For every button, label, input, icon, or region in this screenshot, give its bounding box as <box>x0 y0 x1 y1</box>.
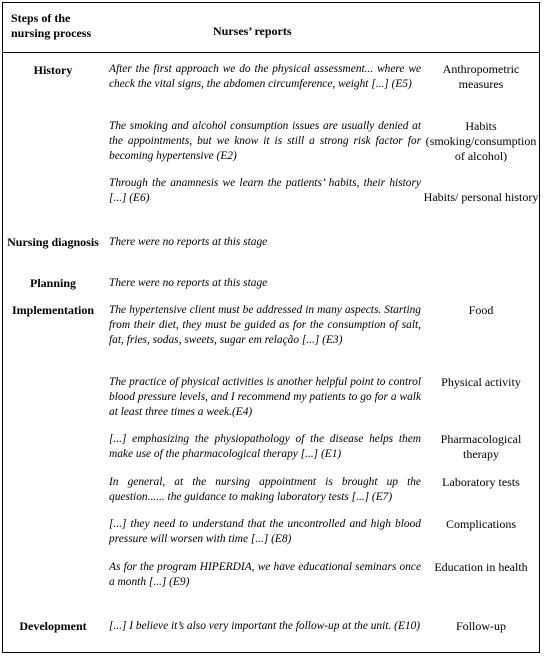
stage-planning: Planning <box>29 276 77 290</box>
category-food: Food <box>468 303 494 317</box>
report-e3: The hypertensive client must be addressed in many aspects. Starting from their diet, they must be guided as for the consumption of salt, fat, fries, sodas, sweets, sugar em relação [...] (E3) <box>109 304 421 346</box>
stage-development: Development <box>19 619 87 633</box>
category-habits-smoking: Habits (smoking/consumption of alcohol) <box>425 119 537 163</box>
report-e6: Through the anamnesis we learn the patients’ habits, their history [...] (E6) <box>109 177 421 204</box>
nursing-process-table <box>2 2 540 653</box>
report-e4: The practice of physical activities is another helpful point to control blood pressure levels, and I recommend my patients to go for a walk at least three times a week.(E4) <box>109 376 421 418</box>
header-steps: Steps of the nursing process <box>11 11 92 40</box>
report-diagnosis: There were no reports at this stage <box>109 236 268 248</box>
report-e8: [...] they need to understand that the uncontrolled and high blood pressure will worsen with time [...] (E8) <box>109 518 421 545</box>
report-e5: After the first approach we do the physical assessment... where we check the vital signs, the abdomen circumference, weight [...] (E5) <box>109 63 421 90</box>
category-education: Education in health <box>434 560 528 574</box>
category-anthropometric: Anthropometric measures <box>442 62 520 91</box>
report-e10: [...] I believe it’s also very important the follow-up at the unit. (E10) <box>109 620 421 632</box>
category-follow-up: Follow-up <box>455 619 506 633</box>
category-laboratory: Laboratory tests <box>442 475 520 489</box>
category-pharmacological: Pharmacological therapy <box>440 432 522 461</box>
stage-history: History <box>33 63 73 77</box>
stage-nursing-diagnosis: Nursing diagnosis <box>7 235 99 249</box>
category-habits-history: Habits/ personal history <box>423 190 539 204</box>
report-e7: In general, at the nursing appointment is brought up the question...... the guidance to making laboratory tests [...] (E7) <box>109 476 421 503</box>
report-e2: The smoking and alcohol consumption issues are usually denied at the appointments, but we know it is still a strong risk factor for becoming hypertensive (E2) <box>109 120 421 162</box>
category-physical-activity: Physical activity <box>441 375 521 389</box>
category-complications: Complications <box>446 517 516 531</box>
report-e1: [...] emphasizing the physiopathology of the disease helps them make use of the pharmacological therapy [...] (E1) <box>109 433 421 460</box>
header-divider <box>3 52 539 53</box>
report-planning: There were no reports at this stage <box>109 277 268 289</box>
report-e9: As for the program HIPERDIA, we have educational seminars once a month [...] (E9) <box>109 561 421 588</box>
stage-implementation: Implementation <box>12 303 94 317</box>
header-reports: Nurses’ reports <box>213 24 292 38</box>
